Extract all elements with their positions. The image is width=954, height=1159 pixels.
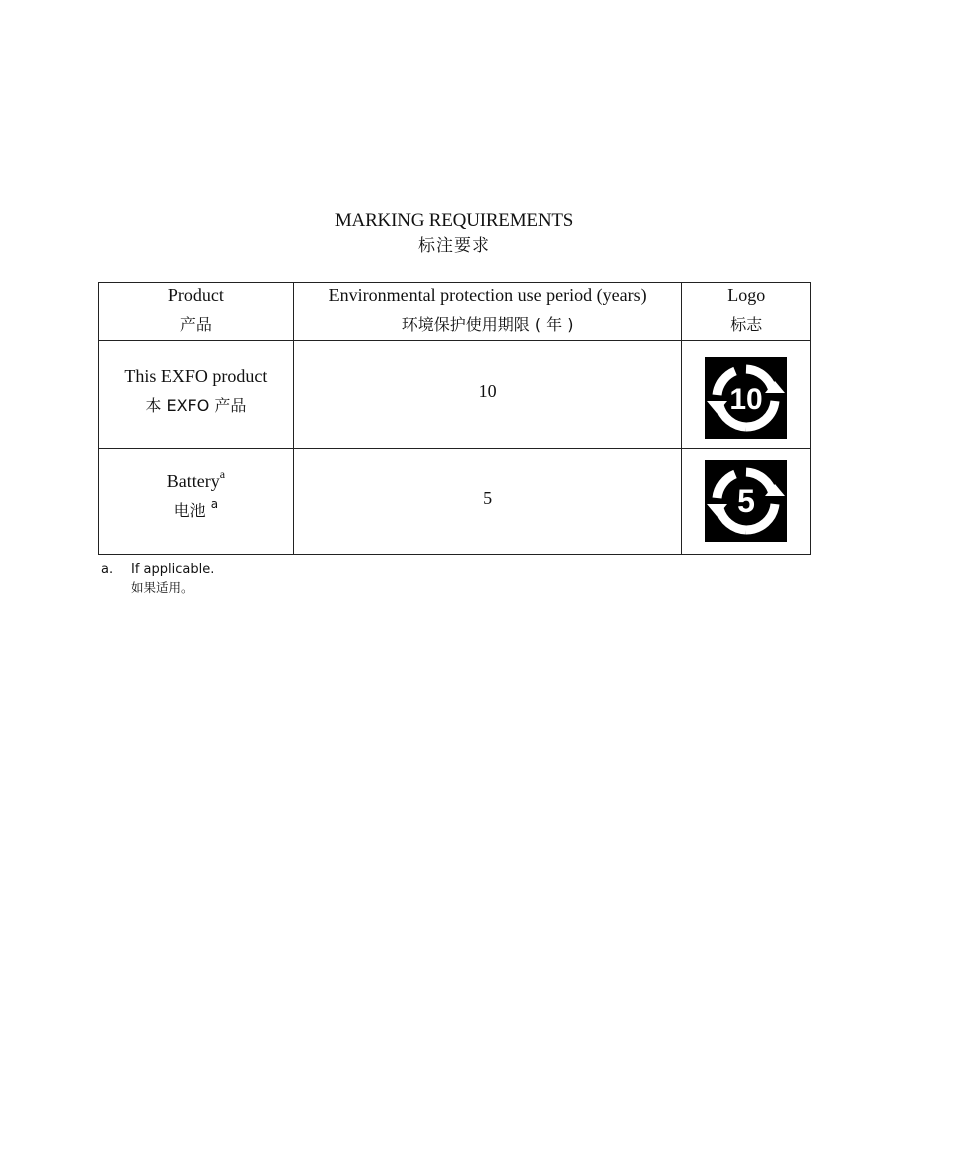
header-logo <box>682 283 811 341</box>
product-cell <box>99 341 294 449</box>
period-cell <box>293 449 682 555</box>
footnote-text-zh: 如果适用。 <box>131 580 194 595</box>
battery-label-zh: 电池 <box>173 501 206 520</box>
epup-5-years-icon <box>705 460 787 542</box>
table-row <box>99 449 811 555</box>
logo-number: 10 <box>729 383 763 416</box>
header-product <box>99 283 294 341</box>
page-title <box>0 208 908 258</box>
title-english: MARKING REQUIREMENTS <box>334 210 574 231</box>
header-period-zh: 环境保护使用期限 ( 年 ) <box>401 315 574 334</box>
product-name-zh: 本 EXFO 产品 <box>145 396 247 415</box>
header-logo-zh: 标志 <box>730 315 763 334</box>
epup-10-years-icon <box>705 357 787 439</box>
footnote-marker: a. <box>101 562 114 577</box>
battery-footnote-ref-en: a <box>219 467 226 481</box>
marking-requirements-table <box>98 282 811 555</box>
table-row <box>99 341 811 449</box>
logo-number: 5 <box>737 483 756 519</box>
period-value: 5 <box>483 488 493 508</box>
header-product-zh: 产品 <box>179 315 212 334</box>
product-cell <box>99 449 294 555</box>
battery-name-zh <box>99 496 293 522</box>
period-cell <box>293 341 682 449</box>
battery-name-en <box>99 467 293 492</box>
footnote-line-en <box>101 561 214 579</box>
header-period-en: Environmental protection use period (years) <box>328 285 647 305</box>
logo-cell <box>682 449 811 555</box>
battery-footnote-ref-zh: a <box>210 496 219 511</box>
footnote <box>101 561 214 597</box>
footnote-text-en: If applicable. <box>131 562 215 577</box>
period-value: 10 <box>478 381 497 401</box>
header-product-en: Product <box>167 285 224 305</box>
header-period <box>293 283 682 341</box>
header-logo-en: Logo <box>727 285 766 305</box>
battery-label-en: Battery <box>166 471 220 491</box>
title-chinese: 标注要求 <box>418 236 490 256</box>
logo-cell <box>682 341 811 449</box>
product-name-en: This EXFO product <box>124 366 268 386</box>
table-header-row <box>99 283 811 341</box>
